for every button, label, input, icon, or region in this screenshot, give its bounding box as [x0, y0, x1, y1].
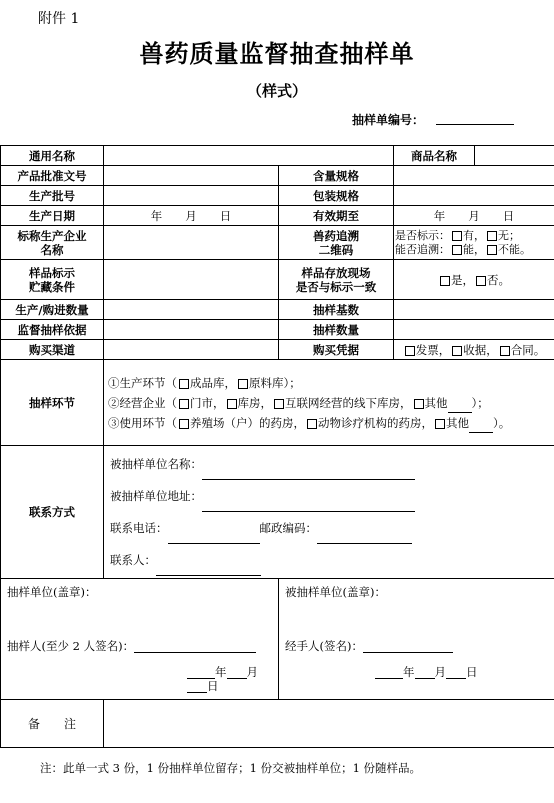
trace-traceable-yes-checkbox[interactable] — [452, 245, 462, 255]
sampled-month-field[interactable] — [415, 666, 435, 679]
trace-code-label — [279, 226, 394, 260]
expiry-field[interactable]: 年 月 日 — [394, 206, 554, 226]
generic-name-label: 通用名称 — [1, 146, 104, 166]
phone-label: 联系电话： — [110, 521, 168, 535]
stage-clinic-pharmacy-text: 动物诊疗机构的药房， — [318, 415, 433, 430]
storage-field[interactable] — [104, 260, 279, 300]
sampler-month-label: 月 — [246, 665, 258, 679]
sample-base-label: 抽样基数 — [279, 300, 394, 320]
stage-usage-text: ③使用环节（ — [108, 415, 177, 430]
batch-no-field[interactable] — [104, 186, 279, 206]
postcode-field[interactable] — [317, 531, 412, 544]
trace-traceable-yes-text: 能， — [463, 242, 485, 256]
package-spec-field[interactable] — [394, 186, 554, 206]
stage-usage-other-text: 其他 — [446, 415, 469, 430]
serial-number-field[interactable] — [436, 124, 514, 125]
sample-qty-label: 抽样数量 — [279, 320, 394, 340]
sampled-signature-section — [279, 579, 554, 700]
serial-number-label: 抽样单编号： — [352, 113, 425, 127]
stage-usage-other-checkbox[interactable] — [435, 419, 445, 429]
stage-online-offline-checkbox[interactable] — [274, 399, 284, 409]
approval-no-field[interactable] — [104, 166, 279, 186]
stage-business-other-text: 其他 — [424, 395, 448, 410]
sampler-person-label: 抽样人(至少 2 人签名)： — [7, 639, 135, 653]
page-title: 兽药质量监督抽查抽样单 — [139, 39, 415, 68]
prod-date-label: 生产日期 — [1, 206, 104, 226]
sample-base-field[interactable] — [394, 300, 554, 320]
voucher-receipt-checkbox[interactable] — [452, 346, 462, 356]
channel-label: 购买渠道 — [1, 340, 104, 360]
sampled-month-label: 月 — [434, 665, 446, 679]
site-consistency-label-line2: 是否与标示一致 — [295, 279, 377, 294]
stage-online-offline-text: 互联网经营的线下库房， — [285, 395, 412, 410]
sampled-unit-address-label: 被抽样单位地址： — [110, 489, 202, 503]
stage-farm-pharmacy-text: 养殖场（户）的药房， — [190, 415, 305, 430]
sampled-day-field[interactable] — [446, 666, 466, 679]
labeled-maker-label-line1: 标称生产企业 — [17, 228, 87, 243]
trace-labeled-no-text: 无； — [498, 228, 520, 242]
sampler-year-label: 年 — [215, 665, 227, 679]
sampler-day-field[interactable] — [187, 680, 207, 693]
stage-store-text: 门市， — [190, 395, 225, 410]
voucher-contract-checkbox[interactable] — [500, 346, 510, 356]
site-yes-checkbox[interactable] — [440, 276, 450, 286]
voucher-invoice-checkbox[interactable] — [405, 346, 415, 356]
remarks-field[interactable] — [104, 700, 554, 748]
stage-storehouse-checkbox[interactable] — [227, 399, 237, 409]
trace-code-label-line2: 二维码 — [318, 242, 354, 257]
qty-purchased-field[interactable] — [104, 300, 279, 320]
sampler-day-label: 日 — [207, 679, 219, 693]
stage-farm-pharmacy-checkbox[interactable] — [179, 419, 189, 429]
trace-code-options — [394, 226, 554, 260]
stage-raw-warehouse-checkbox[interactable] — [238, 379, 248, 389]
generic-name-field[interactable] — [104, 146, 394, 166]
trace-code-label-line1: 兽药追溯 — [313, 228, 359, 243]
stage-business-other-checkbox[interactable] — [414, 399, 424, 409]
page-subtitle: （样式） — [246, 82, 307, 100]
site-consistency-options — [394, 260, 554, 300]
annex-label: 附件 1 — [38, 11, 80, 27]
voucher-receipt-text: 收据， — [463, 342, 498, 357]
sampled-unit-address-field[interactable] — [202, 499, 415, 512]
site-consistency-label — [279, 260, 394, 300]
labeled-maker-label — [1, 226, 104, 260]
sampled-year-field[interactable] — [375, 666, 403, 679]
approval-no-label: 产品批准文号 — [1, 166, 104, 186]
site-consistency-label-line1: 样品存放现场 — [301, 265, 371, 280]
voucher-options — [394, 340, 554, 360]
trade-name-label: 商品名称 — [394, 146, 475, 166]
trace-labeled-question: 是否标示： — [395, 228, 450, 242]
sampling-form — [0, 145, 554, 748]
sampler-year-field[interactable] — [187, 666, 215, 679]
site-yes-text: 是， — [451, 272, 474, 287]
stage-usage-other-field[interactable] — [469, 420, 493, 433]
stage-store-checkbox[interactable] — [179, 399, 189, 409]
stage-finished-warehouse-checkbox[interactable] — [179, 379, 189, 389]
trace-traceable-no-text: 不能。 — [498, 242, 531, 256]
sampler-month-field[interactable] — [227, 666, 247, 679]
content-spec-field[interactable] — [394, 166, 554, 186]
trace-labeled-yes-text: 有， — [463, 228, 485, 242]
contact-label: 联系方式 — [1, 446, 104, 579]
storage-label-line2: 贮藏条件 — [29, 279, 75, 294]
basis-field[interactable] — [104, 320, 279, 340]
site-no-text: 否。 — [487, 272, 510, 287]
contact-person-field[interactable] — [156, 563, 261, 576]
sampled-unit-name-label: 被抽样单位名称： — [110, 457, 202, 471]
expiry-label: 有效期至 — [279, 206, 394, 226]
basis-label: 监督抽样依据 — [1, 320, 104, 340]
sampled-year-label: 年 — [403, 665, 415, 679]
storage-label — [1, 260, 104, 300]
sampling-stage-options — [104, 360, 554, 446]
stage-business-close-text: ）； — [471, 395, 489, 410]
prod-date-field[interactable]: 年 月 日 — [104, 206, 279, 226]
trade-name-field[interactable] — [475, 146, 554, 166]
batch-no-label: 生产批号 — [1, 186, 104, 206]
sampler-unit-stamp-label: 抽样单位(盖章)： — [7, 585, 97, 599]
handler-label: 经手人(签名)： — [285, 639, 363, 653]
qty-purchased-label: 生产/购进数量 — [1, 300, 104, 320]
stage-production-text: ①生产环节（ — [108, 375, 177, 390]
stage-clinic-pharmacy-checkbox[interactable] — [307, 419, 317, 429]
phone-field[interactable] — [168, 531, 260, 544]
footnote: 注：此单一式 3 份，1 份抽样单位留存；1 份交被抽样单位；1 份随样品。 — [40, 761, 422, 775]
voucher-contract-text: 合同。 — [510, 342, 546, 357]
sampled-unit-name-field[interactable] — [202, 467, 415, 480]
sampler-signature-section — [1, 579, 279, 700]
trace-traceable-question: 能否追溯： — [395, 242, 450, 256]
storage-label-line1: 样品标示 — [29, 265, 75, 280]
package-spec-label: 包装规格 — [279, 186, 394, 206]
sampled-day-label: 日 — [466, 665, 478, 679]
trace-labeled-yes-checkbox[interactable] — [452, 231, 462, 241]
voucher-label: 购买凭据 — [279, 340, 394, 360]
sampled-unit-stamp-label: 被抽样单位(盖章)： — [285, 585, 386, 599]
stage-business-text: ②经营企业（ — [108, 395, 177, 410]
trace-traceable-no-checkbox[interactable] — [487, 245, 497, 255]
postcode-label: 邮政编码： — [259, 521, 317, 535]
contact-person-label: 联系人： — [110, 553, 156, 567]
stage-raw-warehouse-text: 原料库）； — [249, 375, 301, 390]
sample-qty-field[interactable] — [394, 320, 554, 340]
handler-field[interactable] — [363, 640, 453, 653]
channel-field[interactable] — [104, 340, 279, 360]
remarks-label: 备 注 — [1, 700, 104, 748]
labeled-maker-field[interactable] — [104, 226, 279, 260]
trace-labeled-no-checkbox[interactable] — [487, 231, 497, 241]
sampler-person-field[interactable] — [134, 640, 256, 653]
voucher-invoice-text: 发票， — [415, 342, 451, 357]
stage-usage-close-text: ）。 — [493, 415, 511, 430]
contact-section — [104, 446, 554, 579]
stage-finished-warehouse-text: 成品库， — [190, 375, 236, 390]
stage-storehouse-text: 库房， — [237, 395, 272, 410]
labeled-maker-label-line2: 名称 — [40, 242, 64, 257]
sampling-stage-label: 抽样环节 — [1, 360, 104, 446]
stage-business-other-field[interactable] — [448, 400, 472, 413]
content-spec-label: 含量规格 — [279, 166, 394, 186]
site-no-checkbox[interactable] — [476, 276, 486, 286]
